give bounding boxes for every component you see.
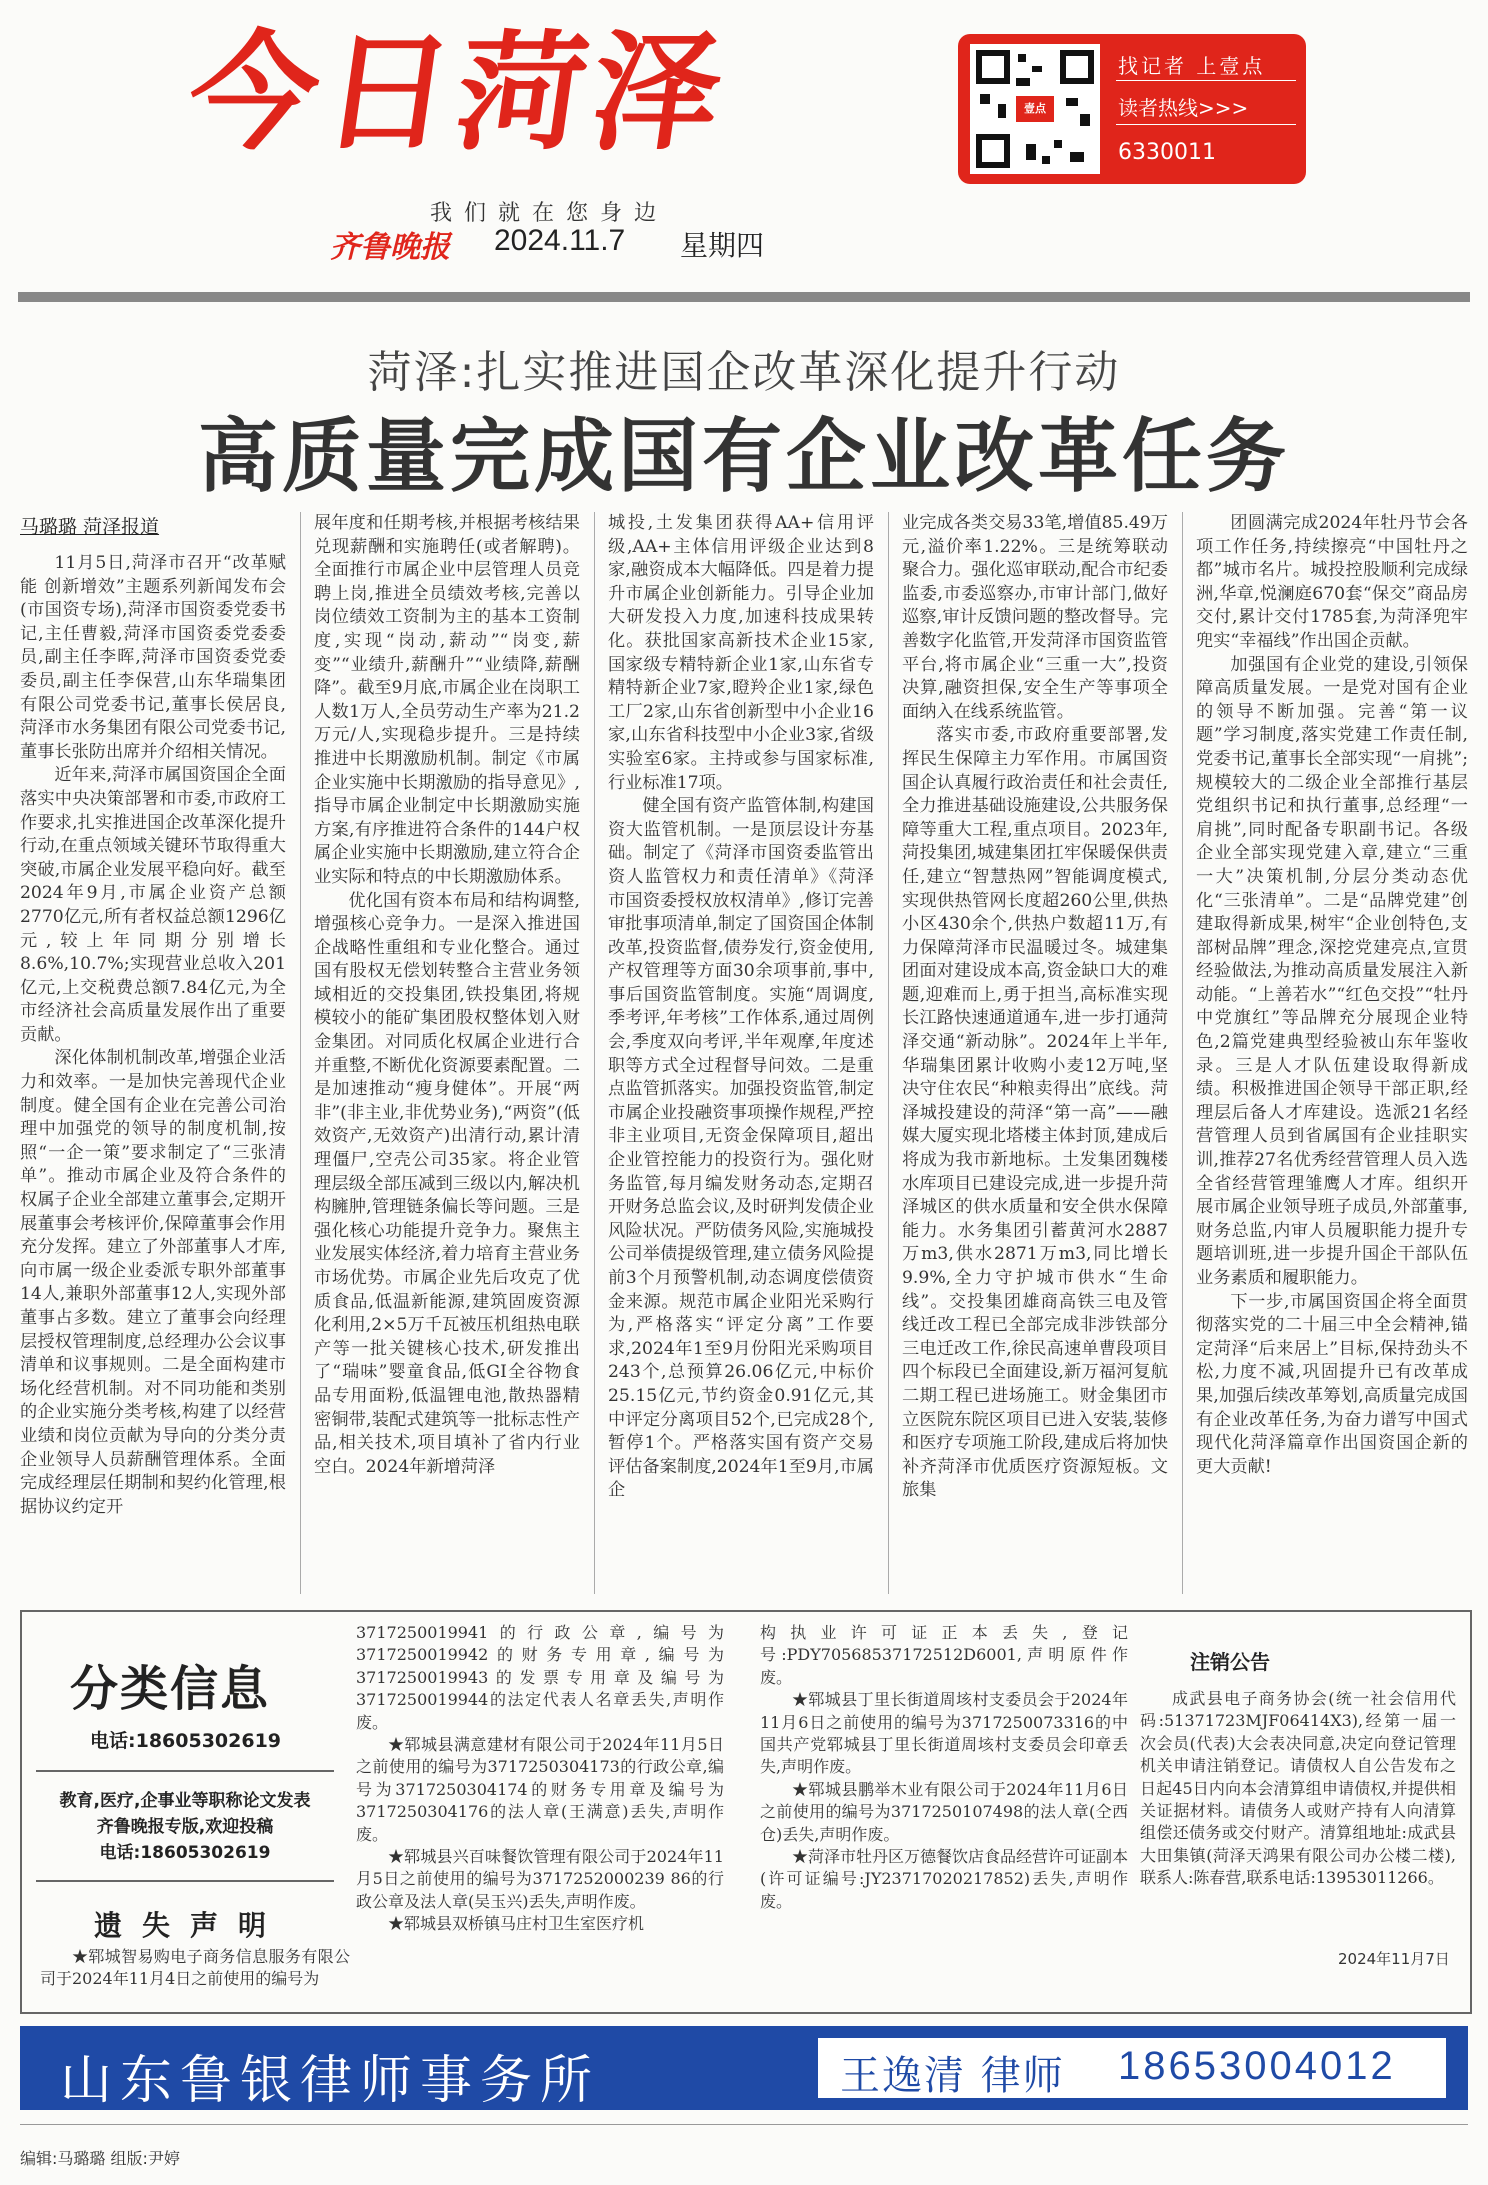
lost-notice-col-1: [40, 1946, 350, 2002]
column-divider: [300, 512, 301, 1594]
classified-ad-line: 教育,医疗,企事业等职称论文发表: [59, 1791, 311, 1811]
hotline-divider: [1116, 80, 1296, 81]
column-divider: [1182, 512, 1183, 1594]
cancellation-notice-date: 2024年11月7日: [1338, 1950, 1450, 1968]
lost-notice-col-2: [356, 1622, 724, 2002]
masthead-rule: [18, 292, 1470, 302]
notice-paragraph: ★郓城县兴百味餐饮管理有限公司于2024年11月5日之前使用的编号为3717252000239 86的行政公章及法人章(吴玉兴)丢失,声明作废。: [356, 1847, 724, 1911]
masthead-title: 今日菏泽: [179, 19, 737, 168]
article-kicker: 菏泽:扎实推进国企改革深化提升行动: [367, 347, 1121, 398]
article-column-1: [20, 552, 286, 1594]
lawyer-name: 王逸清 律师: [840, 2053, 1065, 2099]
classified-ad-line: 齐鲁晚报专版,欢迎投稿: [96, 1817, 274, 1837]
classified-ad: [40, 1788, 330, 1866]
article-byline: 马璐璐 菏泽报道: [20, 516, 160, 538]
classified-divider: [36, 1770, 334, 1772]
article-paragraph: 优化国有资本布局和结构调整,增强核心竞争力。一是深入推进国企战略性重组和专业化整合。通过国有股权无偿划转整合主营业务领域相近的交投集团,铁投集团,将规模较小的能矿集团股权整体划入财金集团。对同质化权属企业进行合并重整,不断优化资源要素配置。二是加速推动“瘦身健体”。开展“两非”(非主业,非优势业务),“两资”(低效资产,无效资产)出清行动,累计清理僵尸,空壳公司35家。将企业管理层级全部压减到三级以内,解决机构臃肿,管理链条偏长等问题。三是强化核心功能提升竞争力。聚焦主业发展实体经济,着力培育主营业务市场优势。市属企业先后攻克了优质食品,低温新能源,建筑固废资源化利用,2×5万千瓦被压机组热电联产等一批关键核心技术,研发推出了“瑞味”婴童食品,低GI全谷物食品专用面粉,低温锂电池,散热器精密铜带,装配式建筑等一批标志性产品,相关技术,项目填补了省内行业空白。2024年新增菏泽: [314, 890, 580, 1477]
masthead-brand: 齐鲁晚报: [330, 230, 450, 265]
notice-paragraph: ★郓城县鹏举木业有限公司于2024年11月6日之前使用的编号为3717250107498的法人章(仝西仓)丢失,声明作废。: [760, 1779, 1128, 1844]
law-firm-name: 山东鲁银律师事务所: [60, 2051, 601, 2111]
hotline-divider-2: [1116, 124, 1296, 125]
article-paragraph: 健全国有资产监管体制,构建国资大监管机制。一是顶层设计夯基础。制定了《菏泽市国资委监管出资人监管权力和责任清单》《菏泽市国资委授权放权清单》,修订完善审批事项清单,制定了国资国企体制改革,投资监督,债券发行,资金使用,产权管理等方面30余项事前,事中,事后国资监管制度。实施“周调度,季考评,年考核”工作体系,通过周例会,季度双向考评,半年观摩,年度述职等方式全过程督导问效。二是重点监管抓落实。加强投资监管,制定市属企业投融资事项操作规程,严控非主业项目,无资金保障项目,超出企业管控能力的投资行为。强化财务监管,每月编发财务动态,定期召开财务总监会议,及时研判发债企业风险状况。严防债务风险,实施城投公司举债提级管理,建立债务风险提前3个月预警机制,动态调度偿债资金来源。规范市属企业阳光采购行为,严格落实“评定分离”工作要求,2024年1至9月份阳光采购项目243个,总预算26.06亿元,中标价25.15亿元,节约资金0.91亿元,其中评定分离项目52个,已完成28个,暂停1个。严格落实国有资产交易评估备案制度,2024年1至9月,市属企: [608, 796, 874, 1501]
article-column-4: [902, 512, 1168, 1594]
lost-notice-col-3: [760, 1622, 1128, 2002]
notice-paragraph: 3717250019941的行政公章,编号为3717250019942的财务专用章,编号为3717250019943的发票专用章及编号为3717250019944的法定代表人名章丢失,声明作废。: [356, 1623, 724, 1732]
article-column-3: [608, 512, 874, 1594]
article-column-5: [1196, 512, 1468, 1594]
qr-code-icon[interactable]: [970, 44, 1100, 174]
notice-paragraph: ★郓城智易购电子商务信息服务有限公司于2024年11月4日之前使用的编号为: [40, 1947, 350, 1989]
issue-weekday: 星期四: [680, 229, 765, 262]
qr-logo: 壹点: [1016, 96, 1054, 122]
footer-rule: [20, 2124, 1468, 2125]
article-column-2: [314, 512, 580, 1594]
lawyer-phone: 18653004012: [1118, 2044, 1396, 2088]
article-paragraph: 团圆满完成2024年牡丹节会各项工作任务,持续擦亮“中国牡丹之都”城市名片。城投控股顺利完成绿洲,华章,悦澜庭670套“保交”商品房交付,累计交付1785套,为菏泽兜牢兜实“幸福线”作出国企贡献。: [1196, 513, 1468, 651]
article-headline: 高质量完成国有企业改革任务: [198, 409, 1290, 503]
article-paragraph: 下一步,市属国资国企将全面贯彻落实党的二十届三中全会精神,锚定菏泽“后来居上”目标,保持劲头不松,力度不减,巩固提升已有改革成果,加强后续改革筹划,高质量完成国有企业改革任务,为奋力谱写中国式现代化菏泽篇章作出国资国企新的更大贡献!: [1196, 1291, 1468, 1477]
article-paragraph: 加强国有企业党的建设,引领保障高质量发展。一是党对国有企业的领导不断加强。完善“第一议题”学习制度,落实党建工作责任制,党委书记,董事长全部实现“一肩挑”;规模较大的二级企业全部推行基层党组织书记和执行董事,总经理“一肩挑”,同时配备专职副书记。各级企业全部实现党建入章,建立“三重一大”决策机制,分层分类动态优化“三张清单”。二是“品牌党建”创建取得新成果,树牢“企业创特色,支部树品牌”理念,深挖党建亮点,宣贯经验做法,为推动高质量发展注入新动能。“上善若水”“红色交投”“牡丹中党旗红”等品牌充分展现企业特色,2篇党建典型经验被山东年鉴收录。三是人才队伍建设取得新成绩。积极推进国企领导干部正职,经理层后备人才库建设。选派21名经营管理人员到省属国有企业挂职实训,推荐27名优秀经营管理人员入选全省经营管理雏鹰人才库。组织开展市属企业领导班子成员,外部董事,财务总监,内审人员履职能力提升专题培训班,进一步提升国企干部队伍业务素质和履职能力。: [1196, 654, 1468, 1288]
notice-paragraph: 构执业许可证正本丢失,登记号:PDY70568537172512D6001,声明原件作废。: [760, 1623, 1128, 1687]
issue-date: 2024.11.7: [494, 224, 626, 257]
notice-paragraph: ★郓城县双桥镇马庄村卫生室医疗机: [388, 1914, 645, 1934]
article-paragraph: 11月5日,菏泽市召开“改革赋能 创新增效”主题系列新闻发布会(市国资专场),菏泽市国资委党委书记,主任曹毅,菏泽市国资委党委委员,副主任李晖,菏泽市国资委党委委员,副主任李保营,山东华瑞集团有限公司党委书记,董事长侯居良,菏泽市水务集团有限公司党委书记,董事长张防出席并介绍相关情况。: [20, 553, 286, 762]
notice-paragraph: ★菏泽市牡丹区万德餐饮店食品经营许可证副本(许可证编号:JY23717020217852)丢失,声明作废。: [760, 1847, 1128, 1911]
article-paragraph: 城投,土发集团获得AA+信用评级,AA+主体信用评级企业达到8家,融资成本大幅降低。四是着力提升市属企业创新能力。引导企业加大研发投入力度,加速科技成果转化。获批国家高新技术企业15家,国家级专精特新企业1家,山东省专精特新企业7家,瞪羚企业1家,绿色工厂2家,山东省创新型中小企业16家,山东省科技型中小企业3家,省级实验室6家。主持或参与国家标准,行业标准17项。: [608, 513, 874, 793]
article-paragraph: 展年度和任期考核,并根据考核结果兑现薪酬和实施聘任(或者解聘)。全面推行市属企业中层管理人员竞聘上岗,推进全员绩效考核,完善以岗位绩效工资制为主的基本工资制度,实现“岗动,薪动”“岗变,薪变”“业绩升,薪酬升”“业绩降,薪酬降”。截至9月底,市属企业在岗职工人数1万人,全员劳动生产率为21.2万元/人,实现稳步提升。三是持续推进中长期激励机制。制定《市属企业实施中长期激励的指导意见》,指导市属企业制定中长期激励实施方案,有序推进符合条件的144户权属企业实施中长期激励,建立符合企业实际和特点的中长期激励体系。: [314, 513, 580, 887]
masthead-slogan: 我们就在您身边: [430, 201, 669, 226]
hotline-line2: 读者热线>>>: [1118, 96, 1249, 120]
page-credits: 编辑:马璐璐 组版:尹婷: [20, 2149, 180, 2168]
article-paragraph: 深化体制机制改革,增强企业活力和效率。一是加快完善现代企业制度。健全国有企业在完善公司治理中加强党的领导的制度机制,按照“一企一策”要求制定了“三张清单”。推动市属企业及符合条件的权属子企业全部建立董事会,定期开展董事会考核评价,保障董事会作用充分发挥。建立了外部董事人才库,向市属一级企业委派专职外部董事14人,兼职外部董事12人,实现外部董事占多数。建立了董事会向经理层授权管理制度,总经理办公会议事清单和议事规则。二是全面构建市场化经营机制。对不同功能和类别的企业实施分类考核,构建了以经营业绩和岗位贡献为导向的分类分责企业领导人员薪酬管理体系。全面完成经理层任期制和契约化管理,根据协议约定开: [20, 1048, 286, 1517]
hotline-line1: 找记者 上壹点: [1118, 54, 1266, 78]
notice-paragraph: ★郓城县满意建材有限公司于2024年11月5日之前使用的编号为3717250304173的行政公章,编号为3717250304174的财务专用章及编号为3717250304176的法人章(王满意)丢失,声明作废。: [356, 1735, 724, 1844]
classified-title: 分类信息: [70, 1661, 271, 1717]
article-paragraph: 近年来,菏泽市属国资国企全面落实中央决策部署和市委,市政府工作要求,扎实推进国企改革深化提升行动,在重点领域关键环节取得重大突破,市属企业发展平稳向好。截至2024年9月,市属企业资产总额2770亿元,所有者权益总额1296亿元,较上年同期分别增长8.6%,10.7%;实现营业总收入201亿元,上交税费总额7.84亿元,为全市经济社会高质量发展作出了重要贡献。: [20, 765, 286, 1045]
classified-divider: [36, 1880, 334, 1882]
lost-notice-title: 遗失声明: [93, 1909, 286, 1942]
classified-ad-line: 电话:18605302619: [99, 1843, 271, 1863]
cancellation-notice-body: [1140, 1688, 1456, 1938]
column-divider: [888, 512, 889, 1594]
notice-paragraph: ★郓城县丁里长街道周垓村支委员会于2024年11月6日之前使用的编号为3717250073316的中国共产党郓城县丁里长街道周垓村支委员会印章丢失,声明作废。: [760, 1690, 1128, 1777]
column-divider: [594, 512, 595, 1594]
cancellation-notice-title: 注销公告: [1190, 1650, 1270, 1674]
notice-paragraph: 成武县电子商务协会(统一社会信用代码:51371723MJF06414X3),经第一届一次会员(代表)大会表决同意,决定向登记管理机关申请注销登记。请债权人自公告发布之日起45日内向本会清算组申请债权,并提供相关证据材料。请债务人或财产持有人向清算组偿还债务或交付财产。清算组地址:成武县大田集镇(菏泽天鸿果有限公司办公楼二楼),联系人:陈春营,联系电话:13953011266。: [1140, 1689, 1456, 1888]
hotline-number: 6330011: [1118, 140, 1216, 165]
classified-phone: 电话:18605302619: [90, 1730, 282, 1752]
article-paragraph: 业完成各类交易33笔,增值85.49万元,溢价率1.22%。三是统筹联动聚合力。强化巡审联动,配合市纪委监委,市委巡察办,市审计部门,做好巡察,审计反馈问题的整改督导。完善数字化监管,开发菏泽市国资监管平台,将市属企业“三重一大”,投资决算,融资担保,安全生产等事项全面纳入在线系统监管。: [902, 513, 1168, 722]
article-paragraph: 落实市委,市政府重要部署,发挥民生保障主力军作用。市属国资国企认真履行政治责任和社会责任,全力推进基础设施建设,公共服务保障等重大工程,重点项目。2023年,菏投集团,城建集团扛牢保暖保供责任,建立“智慧热网”智能调度模式,实现供热管网长度超260公里,供热小区430余个,供热户数超11万,有力保障菏泽市民温暖过冬。城建集团面对建设成本高,资金缺口大的难题,迎难而上,勇于担当,高标准实现长江路快速通道通车,进一步打通菏泽交通“新动脉”。2024年上半年,华瑞集团累计收购小麦12万吨,坚决守住农民“种粮卖得出”底线。菏泽城投建设的菏泽“第一高”——融媒大厦实现北塔楼主体封顶,建成后将成为我市新地标。土发集团魏楼水库项目已建设完成,进一步提升菏泽城区的供水质量和安全供水保障能力。水务集团引蓄黄河水2887万m3,供水2871万m3,同比增长9.9%,全力守护城市供水“生命线”。交投集团雄商高铁三电及管线迁改工程已全部完成非涉铁部分三电迁改工作,徐民高速单曹段项目四个标段已全面建设,新万福河复航二期工程已进场施工。财金集团市立医院东院区项目已进入安装,装修和医疗专项施工阶段,建成后将加快补齐菏泽市优质医疗资源短板。文旅集: [902, 725, 1168, 1501]
